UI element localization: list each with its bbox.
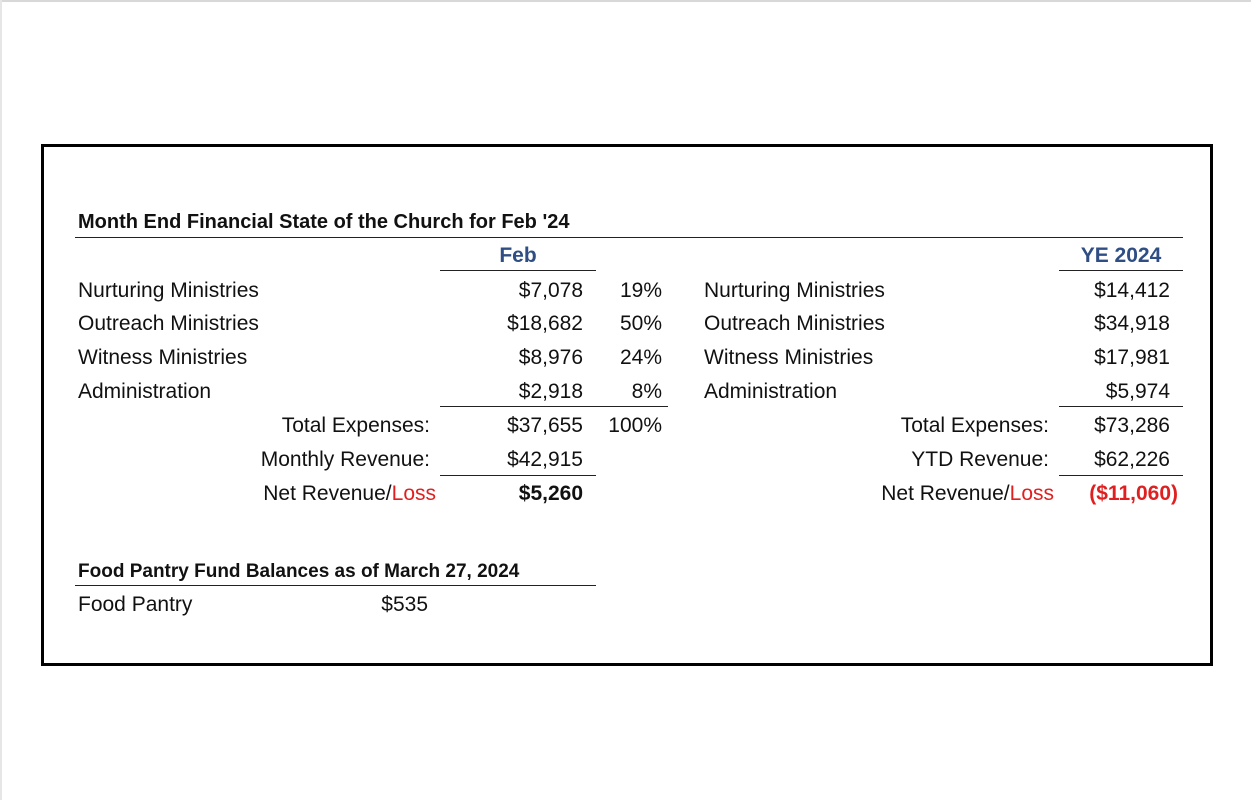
page-left-edge bbox=[0, 0, 2, 800]
monthly-revenue-amount: $42,915 bbox=[507, 448, 583, 471]
food-pantry-underline bbox=[75, 585, 596, 586]
ytd-row-amount: $17,981 bbox=[1094, 346, 1170, 369]
food-pantry-title: Food Pantry Fund Balances as of March 27, 2024 bbox=[78, 561, 520, 582]
monthly-row-label: Administration bbox=[78, 380, 212, 403]
monthly-net-label bbox=[150, 481, 436, 507]
monthly-row-label: Nurturing Ministries bbox=[78, 279, 259, 302]
ytd-column-header: YE 2024 bbox=[1080, 244, 1162, 267]
ytd-revenue-label: YTD Revenue: bbox=[911, 448, 1049, 471]
monthly-total-label: Total Expenses: bbox=[281, 414, 430, 437]
ytd-net-label bbox=[760, 481, 1054, 507]
monthly-row-amount: $18,682 bbox=[507, 312, 583, 335]
ytd-net-amount: ($11,060) bbox=[1089, 482, 1178, 505]
ytd-row-amount: $34,918 bbox=[1094, 312, 1170, 335]
food-pantry-amount: $535 bbox=[381, 593, 428, 616]
ytd-row-amount: $14,412 bbox=[1094, 279, 1170, 302]
ytd-row-label: Witness Ministries bbox=[704, 346, 874, 369]
ytd-revenue-amount: $62,226 bbox=[1094, 448, 1170, 471]
monthly-row-amount: $2,918 bbox=[518, 380, 583, 403]
monthly-row-label: Witness Ministries bbox=[78, 346, 248, 369]
monthly-column-header: Feb bbox=[499, 244, 537, 267]
ytd-row-amount: $5,974 bbox=[1105, 380, 1170, 403]
ytd-total-amount: $73,286 bbox=[1094, 414, 1170, 437]
ytd-header-underline bbox=[1059, 270, 1183, 271]
ytd-row-label: Outreach Ministries bbox=[704, 312, 885, 335]
ytd-net-rule bbox=[1059, 475, 1183, 476]
report-title: Month End Financial State of the Church for Feb '24 bbox=[78, 211, 570, 233]
monthly-row-percent: 8% bbox=[631, 380, 662, 403]
net-revenue-text: Net Revenue/ bbox=[263, 482, 392, 505]
monthly-row-label: Outreach Ministries bbox=[78, 312, 259, 335]
ytd-total-label: Total Expenses: bbox=[900, 414, 1049, 437]
monthly-net-amount: $5,260 bbox=[518, 482, 583, 505]
ytd-row-label: Administration bbox=[704, 380, 838, 403]
page-top-divider bbox=[0, 0, 1251, 2]
ytd-row-label: Nurturing Ministries bbox=[704, 279, 885, 302]
monthly-total-rule bbox=[440, 406, 668, 407]
loss-text: Loss bbox=[391, 482, 436, 505]
food-pantry-label: Food Pantry bbox=[78, 593, 193, 616]
ytd-total-rule bbox=[1059, 406, 1183, 407]
monthly-header-underline bbox=[440, 270, 596, 271]
monthly-row-amount: $7,078 bbox=[518, 279, 583, 302]
monthly-row-percent: 19% bbox=[619, 279, 662, 302]
monthly-row-percent: 50% bbox=[619, 312, 662, 335]
monthly-net-rule bbox=[440, 475, 596, 476]
title-underline bbox=[75, 237, 1183, 238]
monthly-revenue-label: Monthly Revenue: bbox=[260, 448, 430, 471]
loss-text: Loss bbox=[1009, 482, 1054, 505]
monthly-total-percent: 100% bbox=[608, 414, 662, 437]
monthly-row-percent: 24% bbox=[619, 346, 662, 369]
monthly-row-amount: $8,976 bbox=[518, 346, 583, 369]
monthly-total-amount: $37,655 bbox=[507, 414, 583, 437]
net-revenue-text: Net Revenue/ bbox=[881, 482, 1010, 505]
